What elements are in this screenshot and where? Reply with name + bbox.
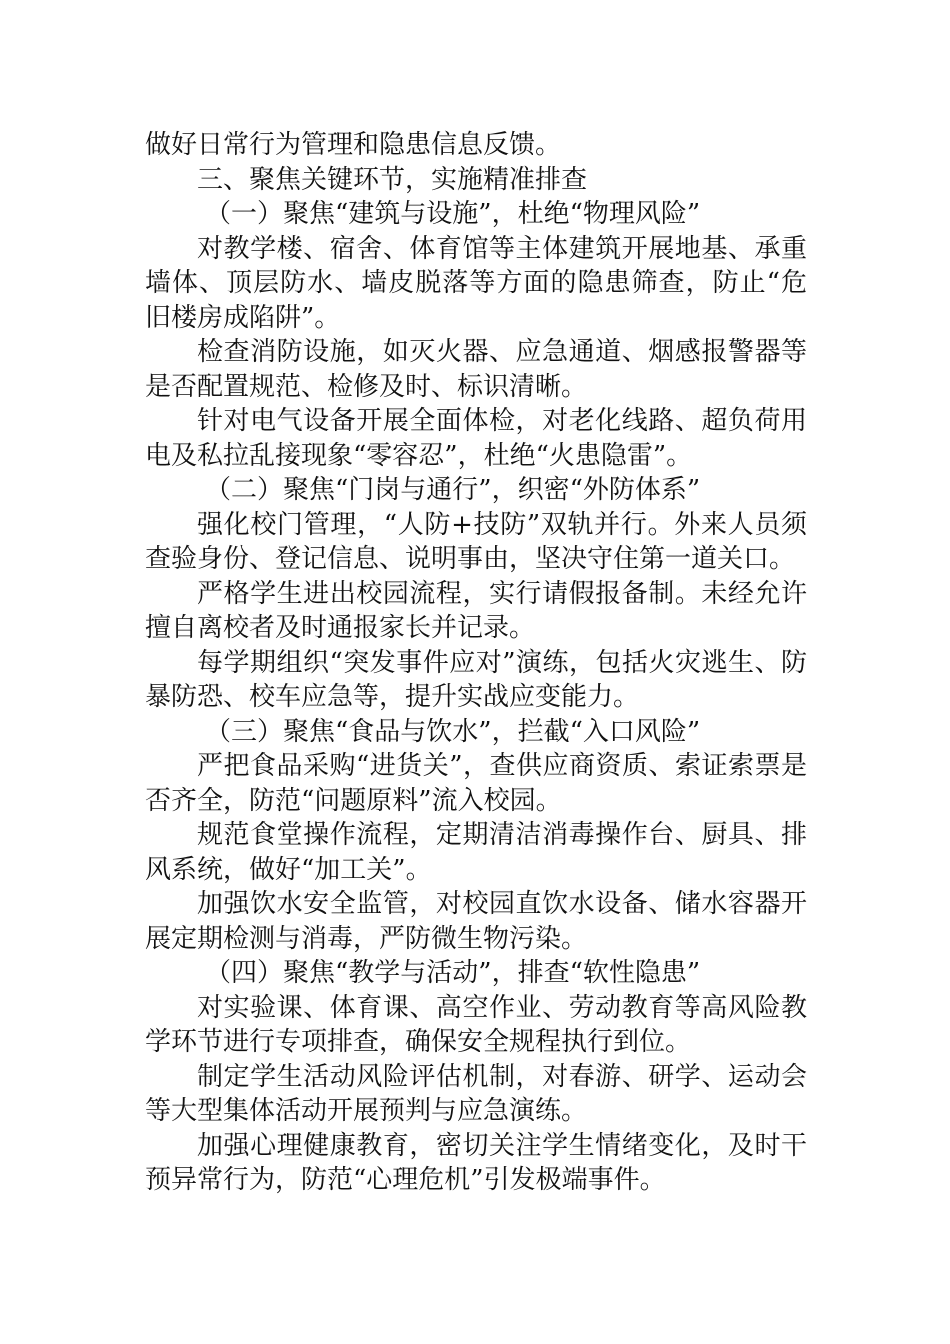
paragraph: 加强饮水安全监管，对校园直饮水设备、储水容器开展定期检测与消毒，严防微生物污染。 [145,889,807,954]
section-heading: 三、聚焦关键环节，实施精准排查 [197,164,588,195]
paragraph: 严把食品采购“进货关”，查供应商资质、索证索票是否齐全，防范“问题原料”流入校园。 [145,751,807,816]
subsection-heading-2: （二）聚焦“门岗与通行”，织密“外防体系” [205,475,701,505]
paragraph: 每学期组织“突发事件应对”演练，包括火灾逃生、防暴防恐、校车应急等，提升实战应变能力。 [145,647,807,712]
paragraph: 强化校门管理，“人防+技防”双轨并行。外来人员须查验身份、登记信息、说明事由，坚决守住第一道关口。 [145,509,807,574]
paragraph: 制定学生活动风险评估机制，对春游、研学、运动会等大型集体活动开展预判与应急演练。 [145,1061,807,1126]
subsection-heading-1: （一）聚焦“建筑与设施”，杜绝“物理风险” [205,199,701,229]
paragraph: 加强心理健康教育，密切关注学生情绪变化，及时干预异常行为，防范“心理危机”引发极端事件。 [145,1130,807,1195]
paragraph: 针对电气设备开展全面体检，对老化线路、超负荷用电及私拉乱接现象“零容忍”，杜绝“火患隐雷”。 [145,406,807,471]
paragraph: 对教学楼、宿舍、体育馆等主体建筑开展地基、承重墙体、顶层防水、墙皮脱落等方面的隐患筛查，防止“危旧楼房成陷阱”。 [145,233,807,333]
paragraph: 对实验课、体育课、高空作业、劳动教育等高风险教学环节进行专项排查，确保安全规程执行到位。 [145,992,807,1057]
subsection-heading-4: （四）聚焦“教学与活动”，排查“软性隐患” [205,958,701,988]
paragraph: 严格学生进出校园流程，实行请假报备制。未经允许擅自离校者及时通报家长并记录。 [145,578,807,643]
paragraph: 检查消防设施，如灭火器、应急通道、烟感报警器等是否配置规范、检修及时、标识清晰。 [145,337,807,402]
continuation-paragraph: 做好日常行为管理和隐患信息反馈。 [145,130,562,160]
document-body [145,128,807,1198]
paragraph: 规范食堂操作流程，定期清洁消毒操作台、厨具、排风系统，做好“加工关”。 [145,820,807,885]
subsection-heading-3: （三）聚焦“食品与饮水”，拦截“入口风险” [205,716,701,747]
